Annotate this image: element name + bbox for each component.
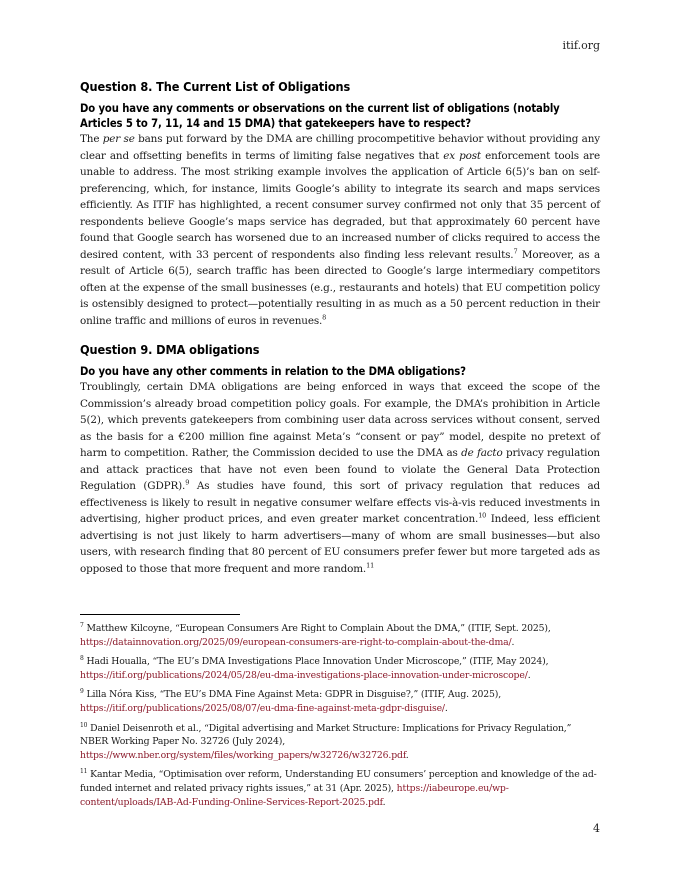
question-8-prompt: Do you have any comments or observations on the current list of obligations (notably Articles 5 to 7, 11, 14 and 15 DMA) that gatekeepers have to respect? <box>80 102 560 130</box>
text-run: bans put forward by the DMA are chilling procompetitive behavior without providing any clear and offsetting benefits in terms of limiting false negatives that <box>80 133 600 162</box>
footnote-end: . <box>444 702 448 714</box>
question-9-answer <box>80 379 600 577</box>
footnote-end: . <box>405 749 409 761</box>
footnote-link[interactable]: https://www.nber.org/system/files/working_papers/w32726/w32726.pdf <box>80 749 406 761</box>
question-9-heading: Question 9. DMA obligations <box>80 342 260 357</box>
footnote-link[interactable]: https://itif.org/publications/2024/05/28/eu-dma-investigations-place-innovation-under-microscope/ <box>80 669 528 681</box>
footnote-link[interactable]: https://datainnovation.org/2025/09/european-consumers-are-right-to-complain-about-the-dma/ <box>80 636 512 648</box>
footnote-number: 7 <box>80 621 84 629</box>
text-run: The <box>80 133 103 145</box>
footnote-text: Matthew Kilcoyne, “European Consumers Are Right to Complain About the DMA,” (ITIF, Sept. 2025), <box>86 623 551 634</box>
footnote-item <box>80 655 600 682</box>
italic-term: per se <box>102 133 135 145</box>
footnote-link[interactable]: https://iabeurope.eu/wp-content/uploads/IAB-Ad-Funding-Online-Services-Report-2025.pdf <box>80 782 509 808</box>
page-number: 4 <box>593 822 600 835</box>
text-run: Indeed, less efficient advertising is not just likely to harm advertisers—many of whom are small businesses—but also users, with research finding that 80 percent of EU consumers prefer fewer but more targeted ads as opposed to those that more frequent and more random. <box>80 513 600 575</box>
text-run: Moreover, as a result of Article 6(5), search traffic has been directed to Google’s large intermediary competitors often at the expense of the small businesses (e.g., restaurants and hotels) that EU competition policy is ostensibly designed to protect—potentially resulting in as much as a 50 percent reduction in their online traffic and millions of euros in revenues. <box>80 248 600 327</box>
footnote-ref-7[interactable]: 7 <box>513 247 518 256</box>
footnote-item <box>80 722 600 763</box>
text-run: As studies have found, this sort of privacy regulation that reduces ad effectiveness is likely to result in negative consumer welfare effects vis-à-vis reduced investments in advertising, higher product prices, and even greater market concentration. <box>80 480 600 525</box>
footnote-number: 10 <box>80 721 88 729</box>
footnote-text: Hadi Houalla, “The EU’s DMA Investigations Place Innovation Under Microscope,” (ITIF, May 2024), <box>86 656 549 668</box>
question-8-section <box>80 79 600 329</box>
text-run: privacy regulation and attack practices that have not even been found to violate the General Data Protection Regulation (GDPR). <box>80 447 600 492</box>
footnote-end: . <box>511 636 515 648</box>
footnote-ref-11[interactable]: 11 <box>366 561 375 570</box>
footnote-text: Kantar Media, “Optimisation over reform, Understanding EU consumers’ perception and knowledge of the ad-funded internet and related privacy rights issues,” at 31 (Apr. 2025), <box>80 769 597 794</box>
question-9-prompt: Do you have any other comments in relation to the DMA obligations? <box>80 365 466 378</box>
footnote-text: Daniel Deisenroth et al., “Digital advertising and Market Structure: Implications for Privacy Regulation,” NBER Working Paper No. 32726 (July 2024), <box>80 722 572 748</box>
footnote-ref-10[interactable]: 10 <box>478 511 487 520</box>
footnote-item <box>80 688 600 715</box>
footnote-number: 8 <box>80 655 84 663</box>
footnote-divider <box>80 614 240 615</box>
italic-term: ex post <box>443 149 481 162</box>
question-9-section <box>80 342 600 577</box>
footnote-end: . <box>527 669 531 681</box>
footnote-end: . <box>382 796 386 808</box>
question-8-heading: Question 8. The Current List of Obligations <box>80 79 351 94</box>
footnote-link[interactable]: https://itif.org/publications/2025/08/07/eu-dma-fine-against-meta-gdpr-disguise/ <box>80 702 445 714</box>
text-run: Troublingly, certain DMA obligations are being enforced in ways that exceed the scope of the Commission’s already broad competition policy goals. For example, the DMA’s prohibition in Article 5(2), which prevents gatekeepers from combining user data across services without consent, served as the basis for a €200 million fine against Meta’s “consent or pay” model, despite no pretext of harm to competition. Rather, the Commission decided to use the DMA as <box>80 381 600 459</box>
text-run: enforcement tools are unable to address. The most striking example involves the application of Article 6(5)’s ban on self-preferencing, which, for instance, limits Google’s ability to integrate its search and maps services efficiently. As ITIF has highlighted, a recent consumer survey confirmed not only that 35 percent of respondents believe Google’s maps service has degraded, but that approximately 60 percent have found that Google search has worsened due to an increased number of clicks required to access the desired content, with 33 percent of respondents also finding less relevant results. <box>80 149 600 261</box>
footnote-item <box>80 622 600 649</box>
footnote-item <box>80 768 600 809</box>
main-content <box>80 79 600 577</box>
footnote-number: 11 <box>80 768 88 776</box>
footnote-number: 9 <box>80 688 84 696</box>
italic-term: de facto <box>461 447 503 459</box>
question-8-answer <box>80 131 600 329</box>
footnotes-list <box>80 622 600 815</box>
footnote-text: Lilla Nóra Kiss, “The EU’s DMA Fine Against Meta: GDPR in Disguise?,” (ITIF, Aug. 2025), <box>86 689 502 701</box>
footnote-ref-8[interactable]: 8 <box>322 313 327 322</box>
header-site: itif.org <box>562 39 600 52</box>
footnote-ref-9[interactable]: 9 <box>185 478 190 487</box>
